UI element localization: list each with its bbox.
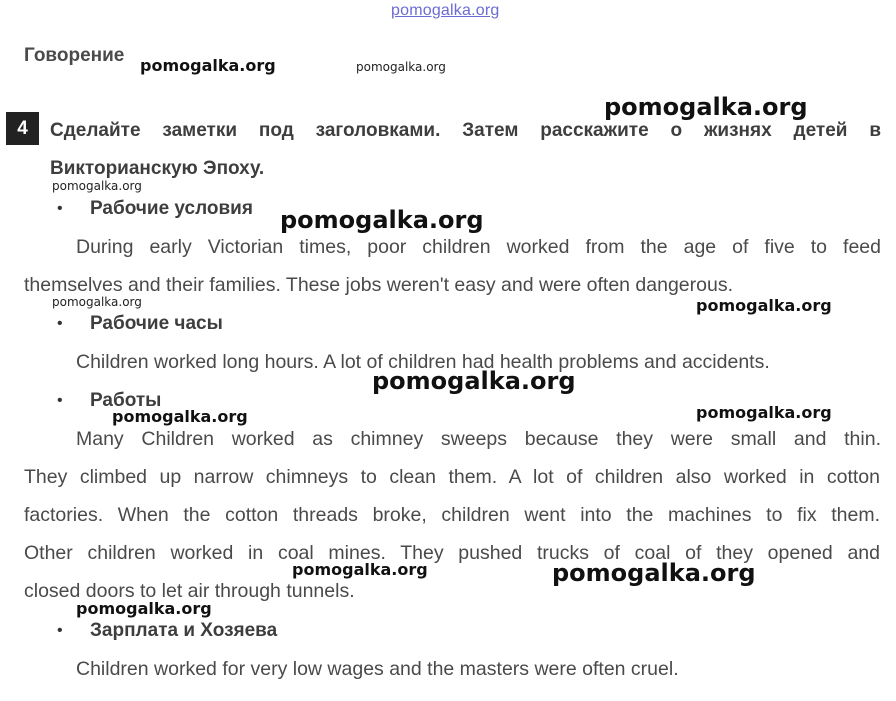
task-number-badge: 4 bbox=[6, 112, 39, 145]
bullet-icon: • bbox=[57, 622, 63, 639]
watermark: pomogalka.org bbox=[696, 403, 832, 422]
paragraph-line: They climbed up narrow chimneys to clean them. A lot of children also worked in cotton bbox=[24, 466, 880, 488]
paragraph-line: Other children worked in coal mines. They pushed trucks of coal of they opened and bbox=[24, 542, 880, 564]
paragraph-line: During early Victorian times, poor children worked from the age of five to feed bbox=[76, 236, 881, 258]
watermark: pomogalka.org bbox=[52, 295, 142, 309]
heading-jobs: Работы bbox=[90, 390, 162, 411]
bullet-icon: • bbox=[57, 200, 63, 217]
heading-working-conditions: Рабочие условия bbox=[90, 198, 253, 219]
heading-wages-masters: Зарплата и Хозяева bbox=[90, 620, 278, 641]
bullet-icon: • bbox=[57, 392, 63, 409]
heading-working-hours: Рабочие часы bbox=[90, 313, 223, 334]
watermark: pomogalka.org bbox=[280, 206, 484, 234]
paragraph-line: factories. When the cotton threads broke, children went into the machines to fix them. bbox=[24, 504, 880, 526]
watermark: pomogalka.org bbox=[552, 559, 756, 587]
task-instruction-line-1: Сделайте заметки под заголовками. Затем расскажите о жизнях детей в bbox=[50, 120, 881, 141]
bullet-icon: • bbox=[57, 315, 63, 332]
paragraph-line: Children worked for very low wages and the masters were often cruel. bbox=[76, 658, 679, 680]
paragraph-line: Children worked long hours. A lot of children had health problems and accidents. bbox=[76, 351, 770, 373]
watermark: pomogalka.org bbox=[112, 407, 248, 426]
watermark: pomogalka.org bbox=[76, 599, 212, 618]
section-title: Говорение bbox=[24, 45, 125, 66]
paragraph-line: closed doors to let air through tunnels. bbox=[24, 580, 355, 602]
task-instruction-line-2: Викторианскую Эпоху. bbox=[50, 158, 265, 179]
watermark: pomogalka.org bbox=[292, 560, 428, 579]
watermark: pomogalka.org bbox=[604, 93, 808, 121]
paragraph-line: Many Children worked as chimney sweeps because they were small and thin. bbox=[76, 428, 881, 450]
watermark: pomogalka.org bbox=[372, 367, 576, 395]
watermark: pomogalka.org bbox=[140, 56, 276, 75]
site-link[interactable]: pomogalka.org bbox=[391, 2, 500, 19]
watermark: pomogalka.org bbox=[356, 60, 446, 74]
watermark: pomogalka.org bbox=[52, 179, 142, 193]
watermark: pomogalka.org bbox=[696, 296, 832, 315]
paragraph-line: themselves and their families. These jobs weren't easy and were often dangerous. bbox=[24, 274, 734, 296]
